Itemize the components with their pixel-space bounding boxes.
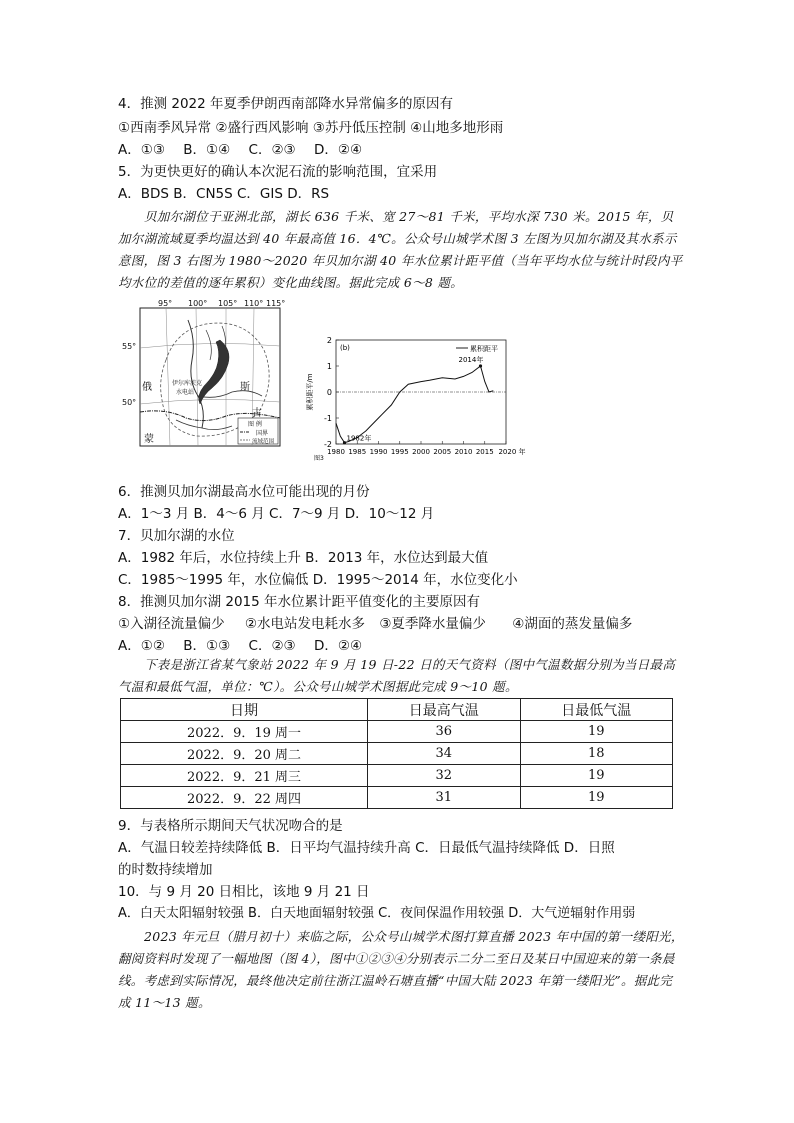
series-line <box>336 366 493 443</box>
q4-choice-d: D．②④ <box>313 142 363 158</box>
q8-option-4: ④湖面的蒸发量偏多 <box>512 616 633 632</box>
map-lon-95: 95° <box>158 299 173 308</box>
map-lon-100: 100° <box>188 299 208 308</box>
map-lon-115: 115° <box>266 299 286 308</box>
q9-choices-line2: 的时数持续增加 <box>118 862 213 878</box>
q9-choices-line1: A．气温日较差持续降低 B．日平均气温持续升高 C．日最低气温持续降低 D．日照 <box>118 840 615 856</box>
annotation-label: 2014年 <box>458 356 484 364</box>
water-level-chart-svg <box>300 332 536 462</box>
q8-options <box>118 614 632 634</box>
table-cell: 18 <box>520 743 673 765</box>
q8-stem: 8．推测贝加尔湖 2015 年水位累计距平值变化的主要原因有 <box>118 594 481 610</box>
table-header-min: 日最低气温 <box>520 699 673 721</box>
weather-table <box>120 698 673 809</box>
x-tick-label: 2010 <box>454 448 473 456</box>
table-header-row <box>121 699 673 721</box>
map-lon-110: 110° <box>244 299 264 308</box>
q5-stem: 5．为更快更好的确认本次泥石流的影响范围，宜采用 <box>118 164 438 180</box>
table-cell: 19 <box>520 721 673 743</box>
q8-choice-c: C．②③ <box>248 638 296 654</box>
table-cell: 19 <box>520 787 673 809</box>
q4-stem: 4．推测 2022 年夏季伊朗西南部降水异常偏多的原因有 <box>118 96 454 112</box>
table-cell: 32 <box>368 765 520 787</box>
q6-stem: 6．推测贝加尔湖最高水位可能出现的月份 <box>118 484 370 500</box>
table-cell: 2022．9．22 周四 <box>121 787 368 809</box>
x-tick-label: 2020 年 <box>498 448 526 456</box>
y-axis-label: 累积距平/m <box>306 373 314 411</box>
table-row <box>121 743 673 765</box>
y-tick-label: 2 <box>326 336 332 345</box>
annotation-label: 1982年 <box>346 434 372 443</box>
annotation-point <box>479 364 482 367</box>
q8-option-3: ③夏季降水量偏少 <box>379 616 486 632</box>
q7-stem: 7．贝加尔湖的水位 <box>118 528 235 544</box>
map-label-irkutsk: 伊尔库茨克 <box>172 380 203 387</box>
x-tick-label: 1990 <box>369 448 388 456</box>
panel-label: (b) <box>340 344 350 352</box>
q8-choice-b: B．①③ <box>183 638 231 654</box>
map-label-si: 斯 <box>240 382 250 393</box>
table-row <box>121 787 673 809</box>
x-tick-label: 1980 <box>327 448 345 456</box>
y-tick-label: -2 <box>324 440 332 449</box>
x-tick-label: 2005 <box>433 448 452 456</box>
legend-label: 累积距平 <box>470 345 498 353</box>
q8-choice-a: A．①② <box>118 638 165 654</box>
table-cell: 19 <box>520 765 673 787</box>
passage-sunrise: 2023 年元旦（腊月初十）来临之际，公众号山城学术图打算直播 2023 年中国的第一缕阳光，翻阅资料时发现了一幅地图（图 4），图中①②③④分别表示二分二至日及某日中国迎来的第一条晨线。考虑到实际情况，最终他决定前往浙江温岭石塘直播“中国大陆 2023 年第一缕阳光”。据此完成 11～13 题。 <box>118 929 684 1010</box>
q9-stem: 9．与表格所示期间天气状况吻合的是 <box>118 818 343 834</box>
q8-option-2: ②水电站发电耗水多 <box>244 616 366 632</box>
q10-stem: 10．与 9 月 20 日相比，该地 9 月 21 日 <box>118 884 370 900</box>
table-cell: 36 <box>368 721 520 743</box>
map-label-hydropower: 水电站 <box>176 389 195 396</box>
q7-choices-line2: C．1985～1995 年，水位偏低 D．1995～2014 年，水位变化小 <box>118 572 518 588</box>
table-header-date: 日期 <box>121 699 368 721</box>
table-cell: 2022．9．21 周三 <box>121 765 368 787</box>
map-legend-basin: 流域范围 <box>252 439 275 445</box>
passage-weather: 下表是浙江省某气象站 2022 年 9 月 19 日-22 日的天气资料（图中气温数据分别为当日最高气温和最低气温，单位：℃）。公众号山城学术图据此完成 9～10 题。 <box>118 657 676 694</box>
table-row <box>121 765 673 787</box>
x-tick-label: 2015 <box>475 448 494 456</box>
q4-choice-c: C．②③ <box>248 142 296 158</box>
y-tick-label: 1 <box>326 362 332 371</box>
chart-caption: 图3 <box>314 455 324 462</box>
q8-choices <box>118 636 376 656</box>
table-cell: 2022．9．20 周二 <box>121 743 368 765</box>
x-tick-label: 2000 <box>412 448 430 456</box>
map-label-e: 俄 <box>142 382 152 393</box>
q4-choice-b: B．①④ <box>183 142 231 158</box>
table-cell: 2022．9．19 周一 <box>121 721 368 743</box>
q4-choice-a: A．①③ <box>118 142 165 158</box>
x-tick-label: 1995 <box>390 448 409 456</box>
table-cell: 34 <box>368 743 520 765</box>
map-legend-title: 图 例 <box>248 421 262 428</box>
table-cell: 31 <box>368 787 520 809</box>
map-label-gu: 古 <box>252 408 262 419</box>
q4-options: ①西南季风异常 ②盛行西风影响 ③苏丹低压控制 ④山地多地形雨 <box>118 120 504 136</box>
q10-choices: A．白天太阳辐射较强 B．白天地面辐射较强 C．夜间保温作用较强 D．大气逆辐射作用弱 <box>118 906 636 921</box>
passage-baikal: 贝加尔湖位于亚洲北部，湖长 636 千米、宽 27～81 千米，平均水深 730 米。2015 年，贝加尔湖流域夏季均温达到 40 年最高值 16．4℃。公众号山城学术图 3 左图为贝加尔湖及其水系示意图，图 3 右图为 1980～2020 年贝加尔湖 40 年水位累计距平值（当年平均水位与统计时段内平均水位的差值的逐年累积）变化曲线图。据此完成 6～8 题。 <box>118 209 683 290</box>
q8-choice-d: D．②④ <box>313 638 363 654</box>
water-level-chart <box>300 332 536 462</box>
map-lat-55: 55° <box>122 342 137 351</box>
x-tick-label: 1985 <box>348 448 367 456</box>
map-legend-border: 国界 <box>256 430 269 437</box>
baikal-map <box>122 299 286 450</box>
map-label-meng: 蒙 <box>144 434 154 445</box>
table-header-max: 日最高气温 <box>368 699 520 721</box>
map-lat-50: 50° <box>122 398 137 407</box>
q8-option-1: ①入湖径流量偏少 <box>118 616 225 632</box>
q7-choices-line1: A．1982 年后，水位持续上升 B．2013 年，水位达到最大值 <box>118 550 489 566</box>
y-tick-label: 0 <box>326 388 332 397</box>
q4-choices <box>118 140 376 160</box>
map-lon-105: 105° <box>218 299 238 308</box>
table-row <box>121 721 673 743</box>
q6-choices: A．1～3 月 B．4～6 月 C．7～9 月 D．10～12 月 <box>118 506 435 522</box>
y-tick-label: -1 <box>324 414 332 423</box>
q5-choices: A．BDS B．CN5S C．GIS D．RS <box>118 186 330 202</box>
